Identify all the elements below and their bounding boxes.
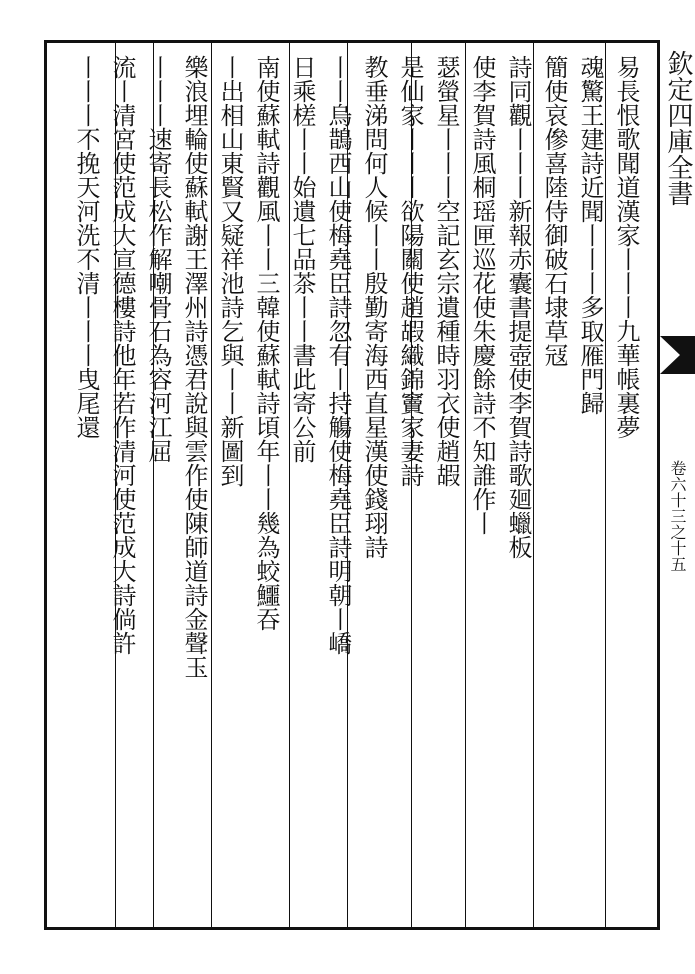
fish-tail-mark-icon (660, 336, 695, 374)
book-title: 欽定四庫全書 (663, 50, 693, 206)
text-column: 是仙家丨丨丨欲陽關使趙嘏織錦竇家妻詩 (396, 55, 424, 487)
text-column: 丨丨烏鵲西山使梅堯臣詩忽有丨持觴使梅堯臣詩明朝丨嶠 (324, 55, 352, 655)
text-column: 流丨清宮使范成大宣德樓詩他年若作清河使范成大詩倘許 (108, 55, 136, 655)
text-column: 瑟螢星丨丨丨空記玄宗遺種時羽衣使趙嘏 (432, 55, 460, 487)
text-column: 南使蘇軾詩觀風丨丨三韓使蘇軾詩頃年丨丨幾為蛟鱷吞 (252, 55, 280, 631)
text-column: 簡使哀傪喜陸侍御破石埭草冦 (540, 55, 568, 367)
text-column: 易長恨歌聞道漢家丨丨丨九華帳裏夢 (612, 55, 640, 439)
page-frame (44, 40, 660, 930)
volume-label: 卷六十三之十五 (668, 460, 687, 572)
text-column: 丨丨丨速寄長松作解嘲骨石為容河江屈 (144, 55, 172, 463)
page-margin (660, 40, 695, 930)
text-column: 丨出相山東賢又疑祥池詩乞與丨丨新圖到 (216, 55, 244, 487)
text-column: 教垂涕問何人候丨丨殷勤寄海西直星漢使錢珝詩 (360, 55, 388, 559)
text-column: 使李賀詩風桐瑶匣巡花使朱慶餘詩不知誰作丨 (468, 55, 496, 535)
text-column: 魂驚王建詩近聞丨丨丨多取雁門歸 (576, 55, 604, 415)
text-column: 詩同觀丨丨丨新報赤囊書提壺使李賀詩歌廻蠟板 (504, 55, 532, 559)
text-column: 日乘槎丨丨始遺七品茶丨丨書此寄公前 (288, 55, 316, 463)
text-column: 丨丨丨不挽天河洗不清丨丨丨曳尾還 (72, 55, 100, 439)
text-column: 樂浪埋輪使蘇軾謝王澤州詩憑君說與雲作使陳師道詩金聲玉 (180, 55, 208, 679)
